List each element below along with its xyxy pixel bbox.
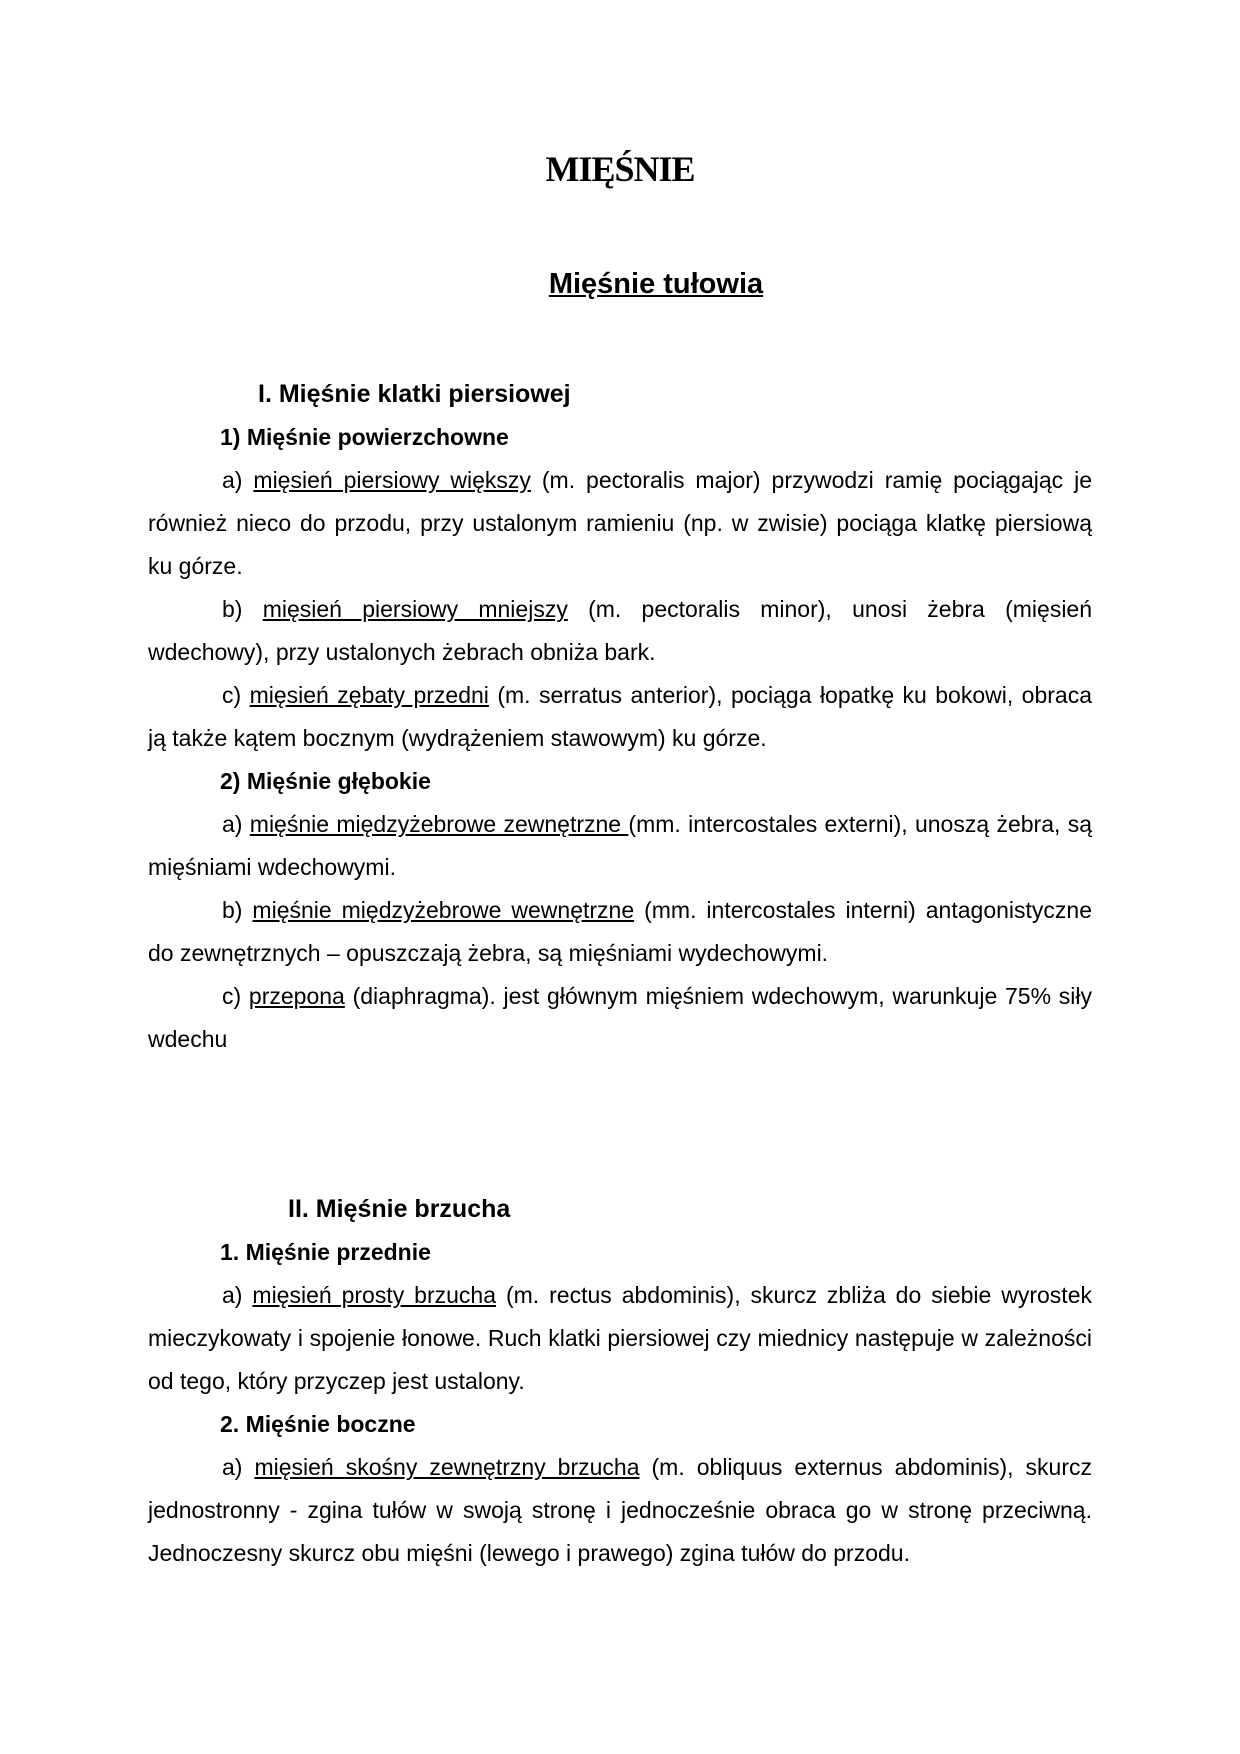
item-prefix: c) bbox=[222, 682, 250, 708]
muscle-term: mięsień zębaty przedni bbox=[249, 682, 489, 708]
subsection-heading: 2. Mięśnie boczne bbox=[220, 1411, 416, 1437]
list-item bbox=[148, 889, 1092, 975]
document-title: MIĘŚNIE bbox=[545, 149, 695, 189]
muscle-term: mięśnie międzyżebrowe zewnętrzne bbox=[249, 811, 629, 837]
list-item bbox=[148, 674, 1092, 760]
section-heading: II. Mięśnie brzucha bbox=[288, 1195, 511, 1223]
list-item bbox=[148, 975, 1092, 1061]
list-item bbox=[148, 588, 1092, 674]
subsection-heading: 1. Mięśnie przednie bbox=[220, 1239, 431, 1265]
item-prefix: a) bbox=[222, 1282, 253, 1308]
section-spacer bbox=[148, 1061, 1092, 1187]
item-text: (mm. intercostales interni) antagonistyczne do zewnętrznych – opuszczają żebra, są mięśniami wydechowymi. bbox=[148, 897, 1092, 966]
item-prefix: a) bbox=[222, 811, 250, 837]
item-text: (m. pectoralis minor), unosi żebra (mięsień wdechowy), przy ustalonych żebrach obniża bark. bbox=[148, 596, 1093, 665]
document-subtitle: Mięśnie tułowia bbox=[548, 268, 764, 300]
item-text: (m. rectus abdominis), skurcz zbliża do siebie wyrostek mieczykowaty i spojenie łonowe. Ruch klatki piersiowej czy miednicy następuje w zależności od tego, który przyczep jest ustalony. bbox=[148, 1282, 1092, 1394]
list-item bbox=[148, 1274, 1092, 1403]
muscle-term: mięsień piersiowy mniejszy bbox=[262, 596, 568, 622]
list-item bbox=[148, 459, 1092, 588]
document-body bbox=[148, 372, 1092, 1575]
muscle-term: przepona bbox=[248, 983, 345, 1009]
section-heading: I. Mięśnie klatki piersiowej bbox=[258, 380, 571, 408]
item-prefix: b) bbox=[222, 897, 253, 923]
item-prefix: b) bbox=[222, 596, 263, 622]
list-item bbox=[148, 1446, 1092, 1575]
subsection-heading: 1) Mięśnie powierzchowne bbox=[220, 424, 509, 450]
item-prefix: a) bbox=[222, 467, 254, 493]
muscle-term: mięśnie międzyżebrowe wewnętrzne bbox=[252, 897, 635, 923]
subsection-heading: 2) Mięśnie głębokie bbox=[220, 768, 431, 794]
list-item bbox=[148, 803, 1092, 889]
muscle-term: mięsień prosty brzucha bbox=[252, 1282, 497, 1308]
muscle-term: mięsień piersiowy większy bbox=[253, 467, 531, 493]
item-prefix: c) bbox=[222, 983, 249, 1009]
item-text: (mm. intercostales externi), unoszą żebra, są mięśniami wdechowymi. bbox=[148, 811, 1093, 880]
item-text: (m. serratus anterior), pociąga łopatkę ku bokowi, obraca ją także kątem bocznym (wydrążeniem stawowym) ku górze. bbox=[148, 682, 1092, 751]
muscle-term: mięsień skośny zewnętrzny brzucha bbox=[254, 1454, 640, 1480]
item-text: (m. obliquus externus abdominis), skurcz jednostronny - zgina tułów w swoją stronę i jednocześnie obraca go w stronę przeciwną. Jednoczesny skurcz obu mięśni (lewego i prawego) zgina tułów do przodu. bbox=[148, 1454, 1092, 1566]
item-text: (diaphragma). jest głównym mięśniem wdechowym, warunkuje 75% siły wdechu bbox=[148, 983, 1092, 1052]
item-text: (m. pectoralis major) przywodzi ramię pociągając je również nieco do przodu, przy ustalonym ramieniu (np. w zwisie) pociąga klatkę piersiową ku górze. bbox=[148, 467, 1092, 579]
item-prefix: a) bbox=[222, 1454, 255, 1480]
